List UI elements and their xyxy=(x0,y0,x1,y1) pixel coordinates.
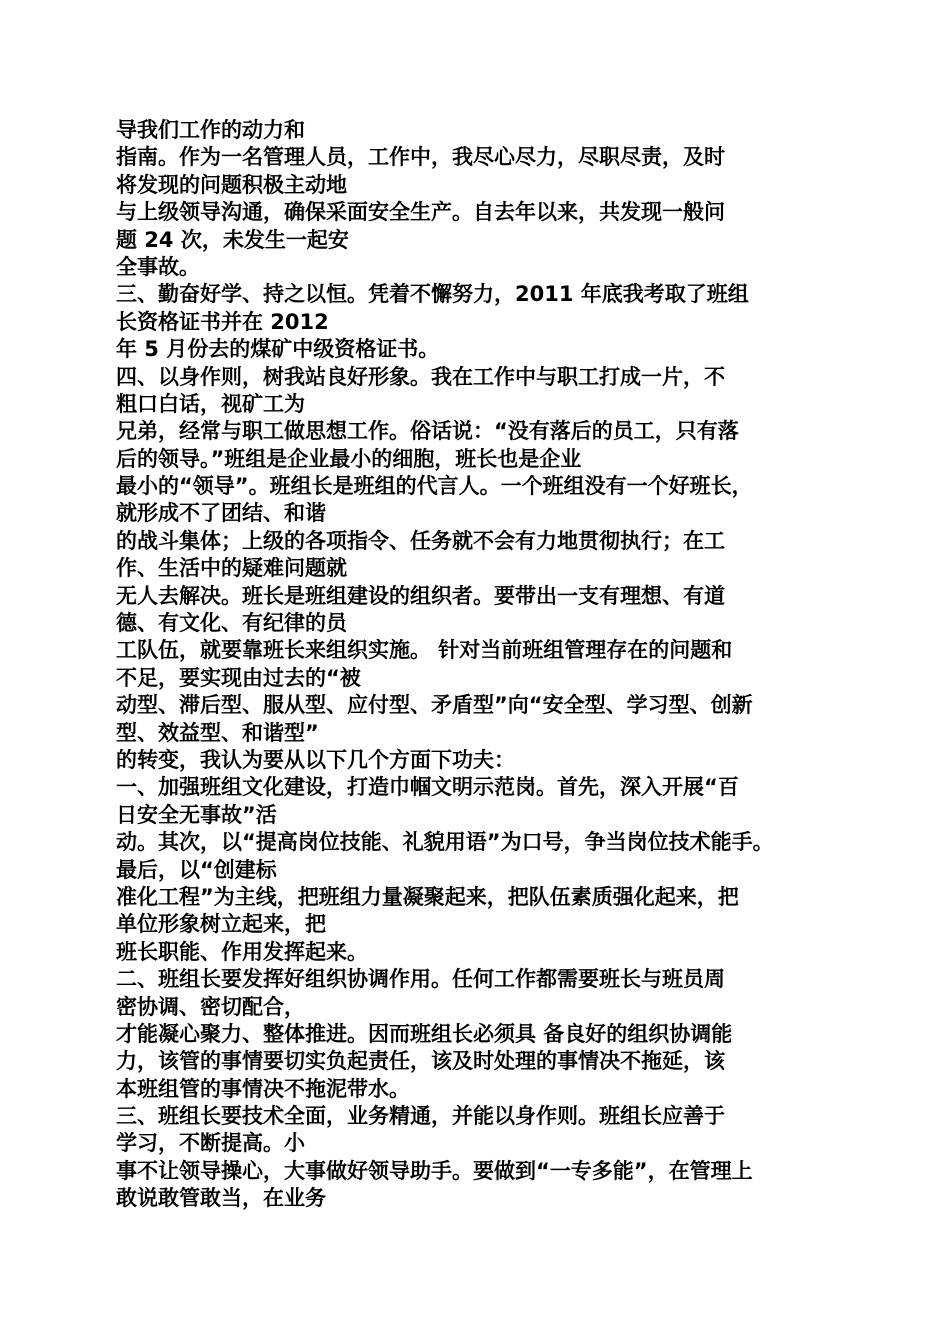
text-line: 最小的“领导”。班组长是班组的代言人。一个班组没有一个好班长， xyxy=(116,474,753,499)
text-line: 班长职能、作用发挥起来。 xyxy=(116,939,368,964)
text-line: 将发现的问题积极主动地 xyxy=(116,172,347,197)
text-line: 就形成不了团结、和谐 xyxy=(116,501,326,526)
text-line: 才能凝心聚力、整体推进。因而班组长必须具 备良好的组织协调能 xyxy=(116,1021,733,1046)
text-line: 动。其次，以“提高岗位技能、礼貌用语”为口号，争当岗位技术能手。 xyxy=(116,830,774,855)
text-line: 敢说敢管敢当，在业务 xyxy=(116,1186,326,1211)
text-line: 粗口白话，视矿工为 xyxy=(116,391,305,416)
text-line: 的战斗集体；上级的各项指令、任务就不会有力地贯彻执行；在工 xyxy=(116,528,725,553)
text-line: 动型、滞后型、服从型、应付型、矛盾型”向“安全型、学习型、创新 xyxy=(116,693,753,718)
text-line: 准化工程”为主线，把班组力量凝聚起来，把队伍素质强化起来，把 xyxy=(116,884,739,909)
text-line: 工队伍，就要靠班长来组织实施。 针对当前班组管理存在的问题和 xyxy=(116,638,733,663)
text-line: 四、以身作则，树我站良好形象。我在工作中与职工打成一片，不 xyxy=(116,364,725,389)
text-line: 无人去解决。班长是班组建设的组织者。要带出一支有理想、有道 xyxy=(116,583,725,608)
text-line: 与上级领导沟通，确保采面安全生产。自去年以来，共发现一般问 xyxy=(116,200,725,225)
text-line: 后的领导。”班组是企业最小的细胞，班长也是企业 xyxy=(116,446,582,471)
text-line: 指南。作为一名管理人员，工作中，我尽心尽力，尽职尽责，及时 xyxy=(116,145,725,170)
text-line: 二、班组长要发挥好组织协调作用。任何工作都需要班长与班员周 xyxy=(116,967,725,992)
text-line: 日安全无事故”活 xyxy=(116,802,277,827)
text-line: 作、生活中的疑难问题就 xyxy=(116,556,347,581)
text-line: 密协调、密切配合， xyxy=(116,994,305,1019)
text-line: 导我们工作的动力和 xyxy=(116,118,305,142)
text-line: 不足，要实现由过去的“被 xyxy=(116,665,361,690)
text-line: 长资格证书并在 2012 xyxy=(116,309,329,334)
text-line: 三、班组长要技术全面，业务精通，并能以身作则。班组长应善于 xyxy=(116,1104,725,1129)
text-line: 年 5 月份去的煤矿中级资格证书。 xyxy=(116,337,440,362)
text-line: 全事故。 xyxy=(116,254,200,279)
text-line: 一、加强班组文化建设，打造巾帼文明示范岗。首先，深入开展“百 xyxy=(116,775,739,800)
text-line: 的转变，我认为要从以下几个方面下功夫： xyxy=(116,747,515,772)
text-line: 事不让领导操心，大事做好领导助手。要做到“一专多能”，在管理上 xyxy=(116,1158,753,1183)
document-body xyxy=(116,117,846,1213)
text-line: 型、效益型、和谐型” xyxy=(116,720,319,745)
text-line: 题 24 次，未发生一起安 xyxy=(116,227,349,252)
text-line: 最后，以“创建标 xyxy=(116,857,277,882)
text-line: 德、有文化、有纪律的员 xyxy=(116,611,347,636)
text-line: 兄弟，经常与职工做思想工作。俗话说：“没有落后的员工，只有落 xyxy=(116,419,739,444)
text-line: 三、勤奋好学、持之以恒。凭着不懈努力，2011 年底我考取了班组 xyxy=(116,282,749,307)
text-line: 力，该管的事情要切实负起责任，该及时处理的事情决不拖延，该 xyxy=(116,1049,725,1074)
text-line: 学习，不断提高。小 xyxy=(116,1131,305,1156)
text-line: 本班组管的事情决不拖泥带水。 xyxy=(116,1076,410,1101)
text-line: 单位形象树立起来，把 xyxy=(116,912,326,937)
